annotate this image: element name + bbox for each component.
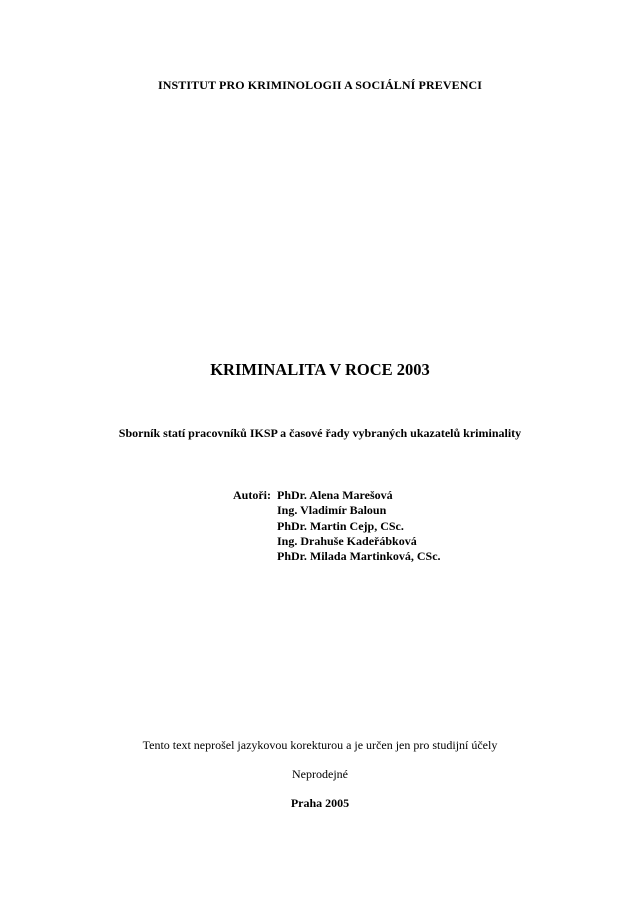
document-subtitle: Sborník statí pracovníků IKSP a časové řady vybraných ukazatelů kriminality [118,426,522,440]
institute-name: INSTITUT PRO KRIMINOLOGII A SOCIÁLNÍ PREVENCI [157,78,482,92]
author-name: PhDr. Martin Cejp, CSc. [277,518,404,533]
author-name: PhDr. Milada Martinková, CSc. [277,549,441,564]
not-for-sale-label: Neprodejné [292,767,348,781]
author-row [233,534,441,549]
disclaimer-note: Tento text neprošel jazykovou korekturou a je určen jen pro studijní účely [142,738,498,752]
author-name: Ing. Drahuše Kadeřábková [277,533,417,548]
author-row [233,549,441,564]
authors-label: Autoři: [233,488,271,502]
authors-block [233,488,441,564]
author-name: Ing. Vladimír Baloun [277,503,387,518]
place-and-year: Praha 2005 [290,796,350,810]
document-title: KRIMINALITA V ROCE 2003 [210,360,430,379]
author-name: PhDr. Alena Marešová [277,488,393,502]
author-row [233,503,441,518]
author-row [233,488,441,503]
author-row [233,519,441,534]
